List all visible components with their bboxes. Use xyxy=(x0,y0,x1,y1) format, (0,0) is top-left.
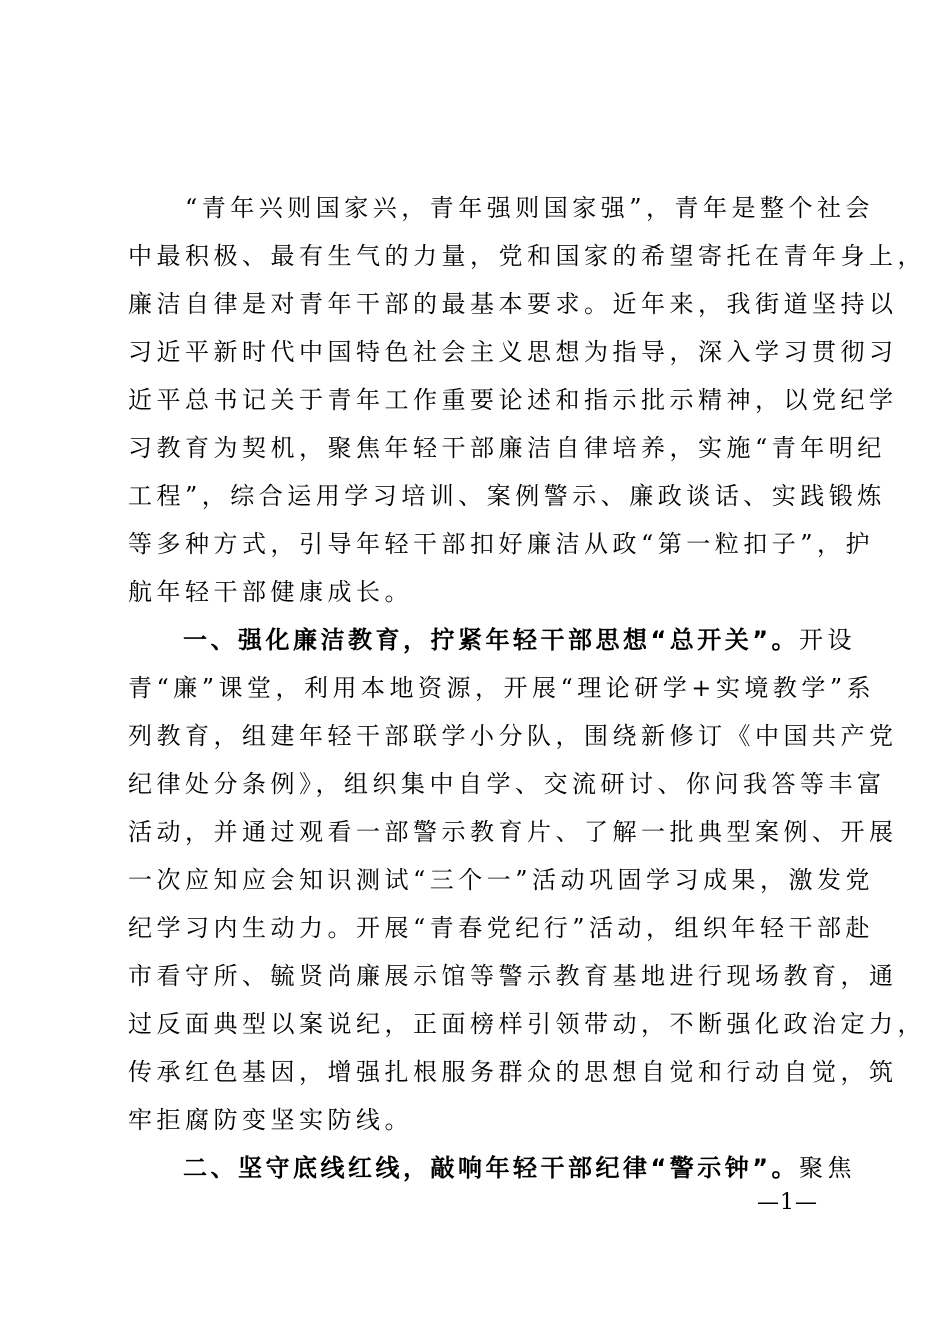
text-line: 中最积极、最有生气的力量，党和国家的希望寄托在青年身上， xyxy=(128,242,926,270)
page-number: —1— xyxy=(757,1190,818,1215)
section-two-first-line xyxy=(128,1144,857,1192)
text-line: 纪律处分条例》，组织集中自学、交流研讨、你问我答等丰富 xyxy=(128,770,886,798)
document-body xyxy=(128,184,926,1192)
text-line: 牢拒腐防变坚实防线。 xyxy=(128,1106,413,1134)
text-line: 活动，并通过观看一部警示教育片、了解一批典型案例、开展 xyxy=(128,818,898,846)
section-two xyxy=(128,1144,857,1192)
text-line: 等多种方式，引导年轻干部扣好廉洁从政“第一粒扣子”，护 xyxy=(128,530,875,558)
section-one-heading: 一、强化廉洁教育，拧紧年轻干部思想“总开关”。 xyxy=(128,626,800,654)
text-line: 市看守所、毓贤尚廉展示馆等警示教育基地进行现场教育，通 xyxy=(128,962,898,990)
text-line: 航年轻干部健康成长。 xyxy=(128,578,413,606)
text-line: 过反面典型以案说纪，正面榜样引领带动，不断强化政治定力， xyxy=(128,1010,926,1038)
text-line: 习教育为契机，聚焦年轻干部廉洁自律培养，实施“青年明纪 xyxy=(128,434,886,462)
text-line: 廉洁自律是对青年干部的最基本要求。近年来，我街道坚持以 xyxy=(128,290,898,318)
text-line: 一次应知应会知识测试“三个一”活动巩固学习成果，激发党 xyxy=(128,866,875,894)
section-one-first-line xyxy=(128,616,857,664)
section-two-heading: 二、坚守底线红线，敲响年轻干部纪律“警示钟”。 xyxy=(128,1154,800,1182)
text-line: 工程”，综合运用学习培训、案例警示、廉政谈话、实践锻炼 xyxy=(128,482,886,510)
section-one xyxy=(128,616,926,1144)
text-line: 纪学习内生动力。开展“青春党纪行”活动，组织年轻干部赴 xyxy=(128,914,875,942)
paragraph-intro xyxy=(128,184,926,616)
text-line: 习近平新时代中国特色社会主义思想为指导，深入学习贯彻习 xyxy=(128,338,898,366)
section-two-first-text: 聚焦 xyxy=(799,1154,857,1182)
section-one-first-text: 开设 xyxy=(799,626,857,654)
text-line: 传承红色基因，增强扎根服务群众的思想自觉和行动自觉，筑 xyxy=(128,1058,898,1086)
text-line: 列教育，组建年轻干部联学小分队，围绕新修订《中国共产党 xyxy=(128,722,898,750)
text-line: 近平总书记关于青年工作重要论述和指示批示精神，以党纪学 xyxy=(128,386,898,414)
text-line: “青年兴则国家兴，青年强则国家强”，青年是整个社会 xyxy=(128,194,875,222)
text-line: 青“廉”课堂，利用本地资源，开展“理论研学+实境教学”系 xyxy=(128,674,876,702)
